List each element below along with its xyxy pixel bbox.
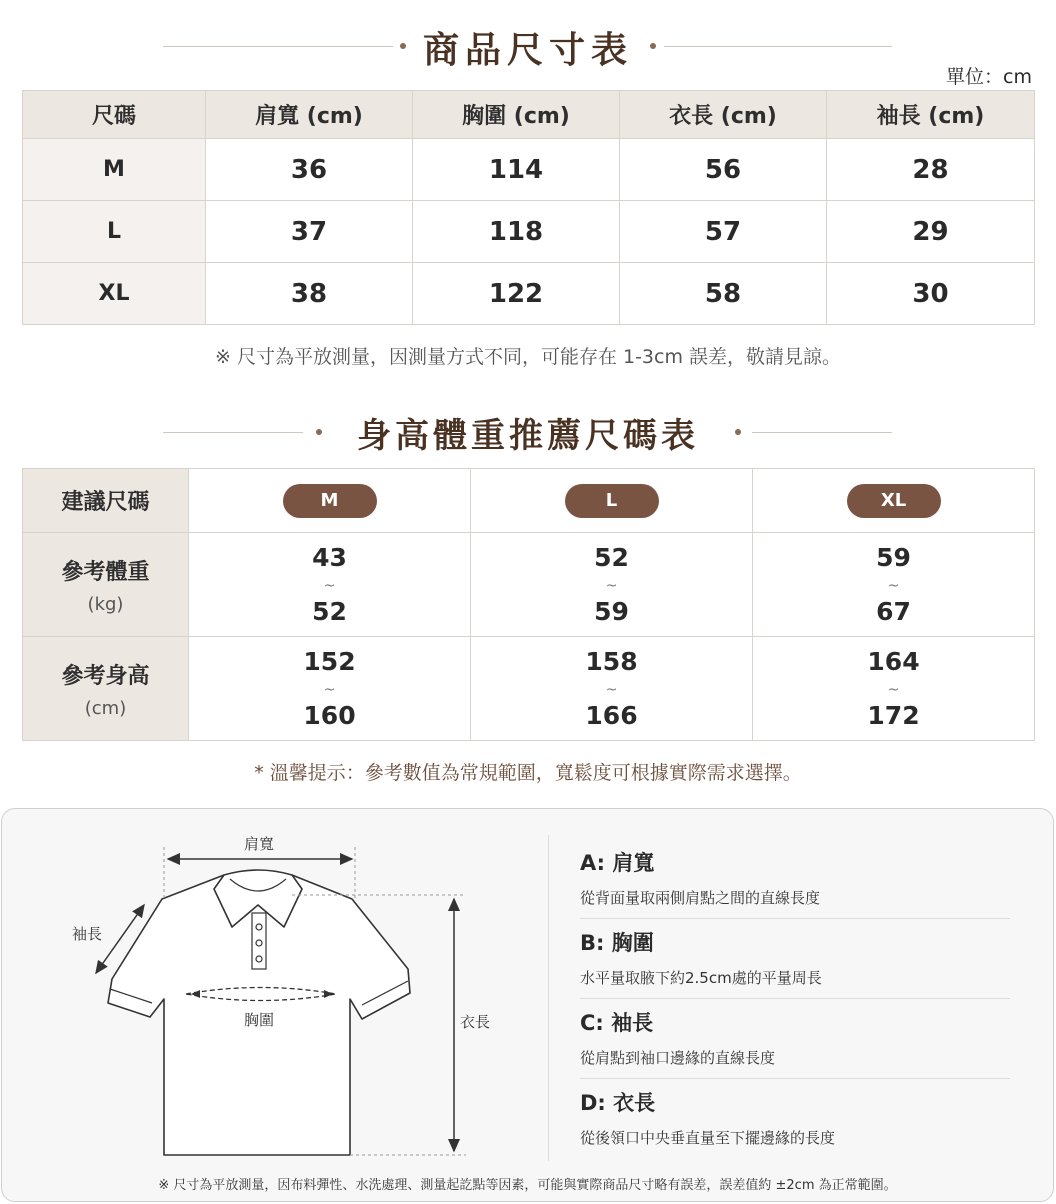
table-row-size xyxy=(23,469,1035,533)
title-dot-right xyxy=(650,43,656,49)
table-row xyxy=(23,139,1035,201)
cell-chest: 118 xyxy=(413,201,620,263)
definition-desc: 從肩點到袖口邊緣的直線長度 xyxy=(580,1049,776,1067)
range-tilde: ~ xyxy=(887,577,900,594)
cell-shoulder: 37 xyxy=(206,201,413,263)
sleeve-label: 袖長 xyxy=(72,925,103,943)
size-badge: XL xyxy=(847,484,941,518)
range-max: 59 xyxy=(594,596,629,626)
panel-divider xyxy=(548,835,549,1161)
row-size: XL xyxy=(23,263,206,325)
cell-length: 57 xyxy=(620,201,827,263)
cell-sleeve: 28 xyxy=(827,139,1035,201)
definition-item xyxy=(580,839,1010,919)
row-size: L xyxy=(23,201,206,263)
size-table-header xyxy=(23,91,1035,139)
size-chart-title: 商品尺寸表 xyxy=(422,29,633,71)
definition-list xyxy=(580,839,1010,1159)
range-min: 158 xyxy=(585,646,638,676)
definition-item xyxy=(580,919,1010,999)
range-max: 166 xyxy=(585,700,638,730)
height-unit: (cm) xyxy=(84,697,127,719)
range-tilde: ~ xyxy=(605,681,618,698)
range-min: 43 xyxy=(312,542,347,572)
chest-label: 胸圍 xyxy=(244,1011,275,1029)
definition-title: D: 衣長 xyxy=(580,1091,656,1115)
table-row xyxy=(23,263,1035,325)
polo-shirt-diagram xyxy=(2,809,548,1169)
height-cell xyxy=(753,637,1035,741)
size-badge: M xyxy=(283,484,377,518)
weight-cell xyxy=(471,533,753,637)
range-min: 52 xyxy=(594,542,629,572)
header-shoulder: 肩寬 (cm) xyxy=(206,91,413,139)
weight-cell xyxy=(753,533,1035,637)
size-cell xyxy=(753,469,1035,533)
range-max: 52 xyxy=(312,596,347,626)
range-max: 172 xyxy=(867,700,920,730)
title-rule-right xyxy=(664,46,892,47)
measure-footnote: ※ 尺寸為平放測量，因布料彈性、水洗處理、測量起訖點等因素，可能與實際商品尺寸略有誤差，誤差值約 ±2cm 為正常範圍。 xyxy=(158,1178,897,1193)
height-cell xyxy=(189,637,471,741)
height-label: 參考身高 xyxy=(61,663,150,689)
definition-title: A: 肩寬 xyxy=(580,851,655,875)
length-label: 衣長 xyxy=(460,1013,491,1031)
cell-sleeve: 29 xyxy=(827,201,1035,263)
range-tilde: ~ xyxy=(323,577,336,594)
range-tilde: ~ xyxy=(323,681,336,698)
cell-length: 58 xyxy=(620,263,827,325)
weight-cell xyxy=(189,533,471,637)
measure-guide-panel xyxy=(1,808,1054,1202)
table-row xyxy=(23,201,1035,263)
cell-shoulder: 36 xyxy=(206,139,413,201)
range-tilde: ~ xyxy=(887,681,900,698)
definition-desc: 從背面量取兩側肩點之間的直線長度 xyxy=(580,889,821,907)
table-row-weight xyxy=(23,533,1035,637)
size-table xyxy=(22,90,1035,325)
table-row-height xyxy=(23,637,1035,741)
definition-title: C: 袖長 xyxy=(580,1011,654,1035)
range-min: 59 xyxy=(876,542,911,572)
header-length: 衣長 (cm) xyxy=(620,91,827,139)
definition-item xyxy=(580,1079,1010,1159)
title-dot-right xyxy=(735,429,741,435)
weight-unit: (kg) xyxy=(87,593,124,615)
cell-chest: 122 xyxy=(413,263,620,325)
recommend-note: * 溫馨提示：參考數值為常規範圍，寬鬆度可根據實際需求選擇。 xyxy=(254,762,802,784)
range-max: 160 xyxy=(303,700,356,730)
header-chest: 胸圍 (cm) xyxy=(413,91,620,139)
definition-item xyxy=(580,999,1010,1079)
size-chart-title-block xyxy=(0,22,1056,72)
recommend-title: 身高體重推薦尺碼表 xyxy=(357,416,699,456)
cell-length: 56 xyxy=(620,139,827,201)
unit-label: 單位：cm xyxy=(946,66,1032,88)
range-max: 67 xyxy=(876,596,911,626)
size-cell xyxy=(189,469,471,533)
weight-label: 參考體重 xyxy=(61,559,150,585)
range-min: 164 xyxy=(867,646,920,676)
definition-desc: 水平量取腋下約2.5cm處的平量周長 xyxy=(580,969,822,987)
shoulder-label: 肩寬 xyxy=(244,835,275,853)
row-size: M xyxy=(23,139,206,201)
height-label-cell xyxy=(23,637,189,741)
weight-label-cell xyxy=(23,533,189,637)
range-tilde: ~ xyxy=(605,577,618,594)
cell-sleeve: 30 xyxy=(827,263,1035,325)
size-label-cell xyxy=(23,469,189,533)
definition-desc: 從後領口中央垂直量至下擺邊緣的長度 xyxy=(580,1129,836,1147)
size-cell xyxy=(471,469,753,533)
header-size: 尺碼 xyxy=(23,91,206,139)
height-cell xyxy=(471,637,753,741)
header-sleeve: 袖長 (cm) xyxy=(827,91,1035,139)
title-rule-right xyxy=(752,432,892,433)
size-badge: L xyxy=(565,484,659,518)
size-chart-note: ※ 尺寸為平放測量，因測量方式不同，可能存在 1-3cm 誤差，敬請見諒。 xyxy=(214,346,842,368)
recommend-title-block xyxy=(0,408,1056,458)
definition-title: B: 胸圍 xyxy=(580,931,654,955)
cell-shoulder: 38 xyxy=(206,263,413,325)
recommend-table xyxy=(22,468,1035,741)
cell-chest: 114 xyxy=(413,139,620,201)
range-min: 152 xyxy=(303,646,356,676)
size-label: 建議尺碼 xyxy=(61,490,150,515)
